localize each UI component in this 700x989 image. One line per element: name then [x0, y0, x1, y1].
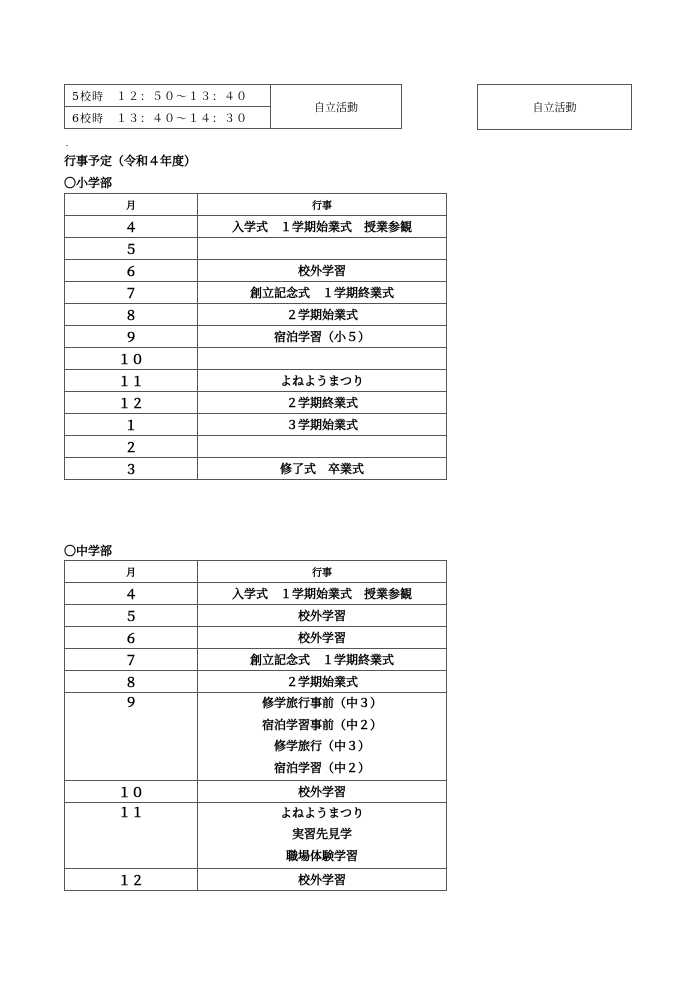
table-row [65, 649, 447, 671]
month-cell: ４ [65, 583, 198, 605]
activity-box: 自立活動 [477, 84, 632, 130]
event-cell: ２学期始業式 [198, 304, 447, 326]
table-row [65, 392, 447, 414]
event-line: 修学旅行（中３） [273, 739, 370, 754]
table-row [65, 304, 447, 326]
table-header-row [65, 194, 447, 216]
event-line: 職場体験学習 [285, 849, 358, 864]
event-cell [198, 348, 447, 370]
month-cell: １２ [65, 392, 198, 414]
table-row [65, 627, 447, 649]
month-cell: ５ [65, 605, 198, 627]
table-row [65, 238, 447, 260]
month-cell: １２ [65, 868, 198, 890]
event-cell: ２学期始業式 [198, 671, 447, 693]
elementary-events-table [64, 193, 447, 480]
month-cell: ６ [65, 627, 198, 649]
event-cell: よねようまつり [198, 370, 447, 392]
month-cell: ９ [65, 326, 198, 348]
event-cell: ３学期始業式 [198, 414, 447, 436]
event-cell [198, 238, 447, 260]
month-cell: ７ [65, 649, 198, 671]
event-cell: 校外学習 [198, 627, 447, 649]
table-row [65, 370, 447, 392]
junior-heading: 〇中学部 [64, 544, 113, 558]
table-row [65, 436, 447, 458]
event-cell: 校外学習 [198, 868, 447, 890]
month-cell: １ [65, 414, 198, 436]
table-row [65, 348, 447, 370]
month-cell: １０ [65, 348, 198, 370]
table-row [65, 282, 447, 304]
event-cell: 校外学習 [198, 780, 447, 802]
table-row [65, 780, 447, 802]
event-cell: 校外学習 [198, 605, 447, 627]
event-cell [198, 802, 447, 868]
period-activity: 自立活動 [271, 85, 402, 129]
month-cell: １１ [65, 370, 198, 392]
event-line: 修学旅行事前（中３） [261, 696, 382, 710]
event-line: 宿泊学習（中２） [273, 761, 370, 776]
column-header-month: 月 [65, 194, 198, 216]
month-cell: ８ [65, 671, 198, 693]
event-cell [198, 693, 447, 781]
month-cell: ５ [65, 238, 198, 260]
column-header-event: 行事 [198, 194, 447, 216]
table-row [65, 326, 447, 348]
month-cell: ７ [65, 282, 198, 304]
month-cell: １０ [65, 780, 198, 802]
event-cell: ２学期終業式 [198, 392, 447, 414]
column-header-month: 月 [65, 561, 198, 583]
event-cell: 校外学習 [198, 260, 447, 282]
table-row [65, 583, 447, 605]
table-row [65, 216, 447, 238]
period-schedule-table [64, 84, 402, 129]
table-row [65, 671, 447, 693]
month-cell: ４ [65, 216, 198, 238]
event-line: 実習先見学 [291, 827, 352, 842]
junior-events-table [64, 560, 447, 891]
event-cell: 入学式 １学期始業式 授業参観 [198, 583, 447, 605]
month-cell: ２ [65, 436, 198, 458]
table-row [65, 85, 402, 107]
table-row [65, 414, 447, 436]
event-cell: 宿泊学習（小５） [198, 326, 447, 348]
event-line: よねようまつり [279, 805, 364, 820]
event-cell: 修了式 卒業式 [198, 458, 447, 480]
table-header-row [65, 561, 447, 583]
event-cell [198, 436, 447, 458]
table-row [65, 802, 447, 868]
table-row [65, 260, 447, 282]
table-row [65, 458, 447, 480]
stray-dot: ・ [64, 143, 71, 150]
month-cell: ９ [65, 693, 198, 781]
table-row [65, 605, 447, 627]
event-cell: 創立記念式 １学期終業式 [198, 282, 447, 304]
month-cell: ３ [65, 458, 198, 480]
page-title: 行事予定（令和４年度） [64, 154, 197, 168]
elementary-heading: 〇小学部 [64, 176, 113, 190]
table-row [65, 868, 447, 890]
event-cell: 入学式 １学期始業式 授業参観 [198, 216, 447, 238]
column-header-event: 行事 [198, 561, 447, 583]
month-cell: ６ [65, 260, 198, 282]
month-cell: １１ [65, 802, 198, 868]
month-cell: ８ [65, 304, 198, 326]
period-6-time: 6校時 １３：４０～１４：３０ [65, 107, 271, 129]
table-row [65, 693, 447, 781]
event-line: 宿泊学習事前（中２） [261, 717, 382, 732]
event-cell: 創立記念式 １学期終業式 [198, 649, 447, 671]
period-5-time: 5校時 １２：５０～１３：４０ [65, 85, 271, 107]
